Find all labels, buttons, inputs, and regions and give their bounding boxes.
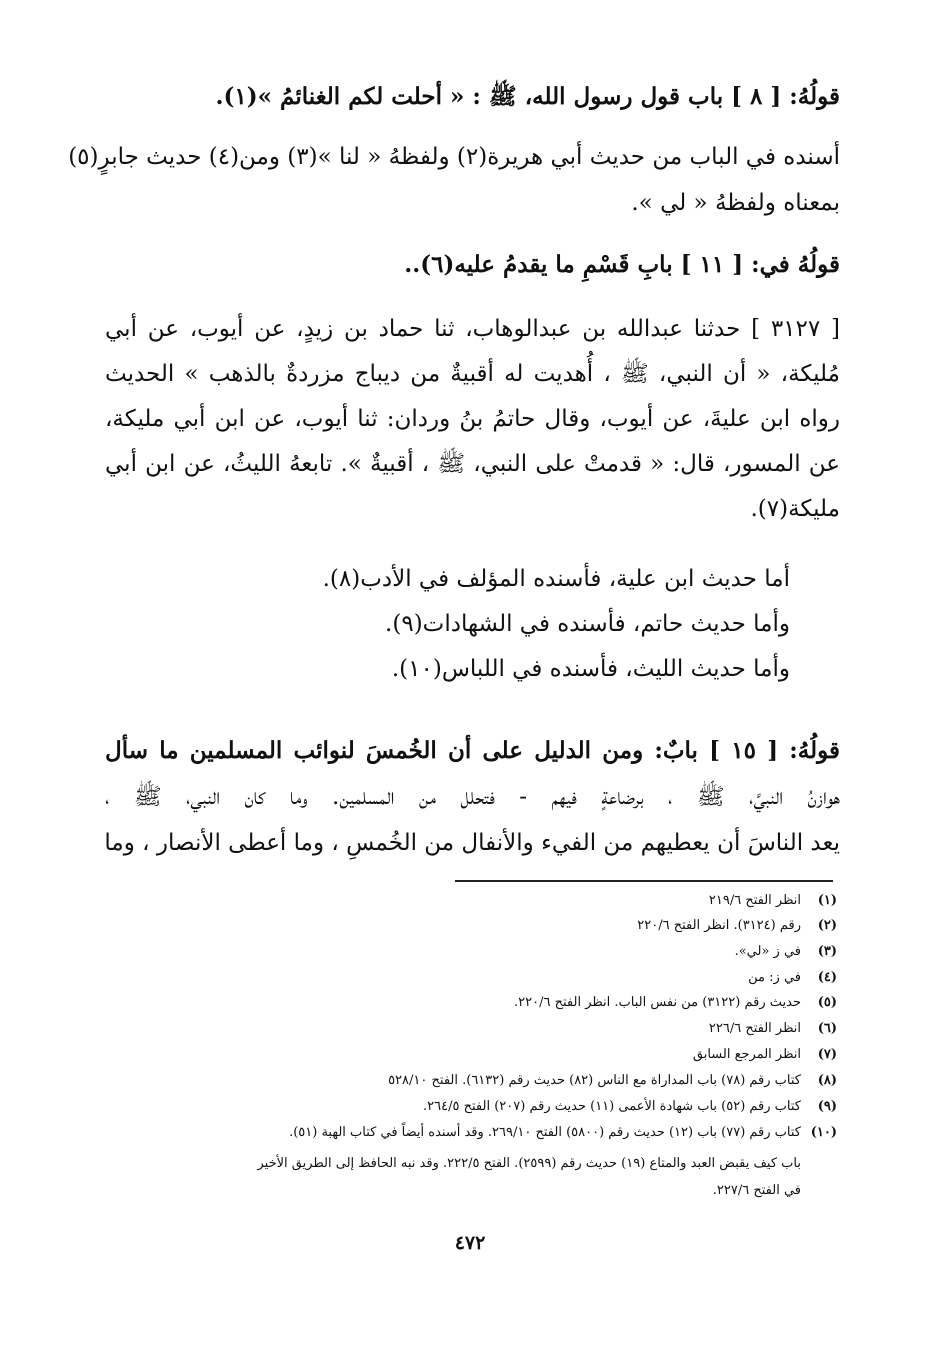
footnote-text: حديث رقم (٣١٢٢) من نفس الباب. انظر الفتح ٢٢٠/٦. [514,995,801,1010]
hadith-line: مُليكة، « أن النبي، ﷺ ، أُهديت له أقبيةٌ من ديباج مزردةٌ بالذهب » الحديث [105,361,840,387]
footnote-text: في ز «لي». [734,944,801,959]
heading-bab-15: قولُهُ: [ ١٥ ] بابٌ: ومن الدليل على أن الخُمسَ لنوائب المسلمين ما سأل [105,737,840,764]
footnote-text: انظر الفتح ٢١٩/٦ [708,893,801,908]
body-line: هوازنُ النبيَّ، ﷺ ، برضاعةٍ فيهم - فتحلل من المسلمين. وما كان النبي، ﷺ ، [105,784,840,810]
footnote-number: (١٠) [810,1125,837,1140]
footnote-4 [748,969,837,987]
footnote-2 [637,917,837,935]
commentary-line: وأما حديث حاتم، فأسنده في الشهادات(٩). [385,611,790,637]
footnote-3 [735,943,837,961]
footnote-10-continuation: باب كيف يقبض العبد والمتاع (١٩) حديث رقم (٢٥٩٩). الفتح ٢٢٢/٥. وقد نبه الحافظ إلى الطريق الأخير [257,1156,801,1171]
footnote-text: انظر الفتح ٢٢٦/٦ [708,1021,801,1036]
footnote-10 [289,1124,837,1142]
hadith-line: رواه ابن عليةَ، عن أيوب، وقال حاتمُ بنُ وردان: ثنا أيوب، عن ابن أبي مليكة، [105,406,840,432]
footnote-6 [709,1020,837,1038]
footnote-text: انظر المرجع السابق [692,1047,801,1062]
footnote-number: (٤) [817,970,837,985]
footnote-number: (٣) [817,944,837,959]
footnote-9 [423,1098,837,1116]
page-number: ٤٧٢ [454,1232,486,1254]
footnote-text: كتاب رقم (٥٢) باب شهادة الأعمى (١١) حديث رقم (٢٠٧) الفتح ٢٦٤/٥. [423,1099,801,1114]
hadith-line: عن المسور، قال: « قدمتْ على النبي، ﷺ ، أقبيةٌ ». تابعهُ الليثُ، عن ابن أبي [105,451,840,477]
footnote-number: (١) [817,893,837,908]
footnote-number: (٦) [817,1021,837,1036]
footnote-number: (٨) [817,1073,837,1088]
footnote-text: كتاب رقم (٧٨) باب المداراة مع الناس (٨٢) حديث رقم (٦١٣٢). الفتح ٥٢٨/١٠ [388,1073,801,1088]
heading-bab-11: قولُهُ في: [ ١١ ] بابِ قَسْمِ ما يقدمُ عليه(٦).. [404,251,840,278]
hadith-line: مليكة(٧). [750,496,840,522]
footnote-text: كتاب رقم (٧٧) باب (١٢) حديث رقم (٥٨٠٠) الفتح ٢٦٩/١٠. وقد أسنده أيضاً في كتاب الهبة (٥١). [289,1125,801,1140]
footnote-text: في ز: من [748,970,801,985]
footnote-1 [709,892,837,910]
footnote-7 [693,1046,837,1064]
body-line: بمعناه ولفظهُ « لي ». [631,190,840,216]
footnote-number: (٥) [817,995,837,1010]
commentary-line: أما حديث ابن علية، فأسنده المؤلف في الأدب(٨). [322,566,790,592]
body-line: يعد الناسَ أن يعطيهم من الفيء والأنفال من الخُمسِ ، وما أعطى الأنصار ، وما [104,830,840,856]
footnote-number: (٩) [817,1099,837,1114]
footnote-number: (٧) [817,1047,837,1062]
footnote-divider [455,880,833,882]
body-line: أسنده في الباب من حديث أبي هريرة(٢) ولفظهُ « لنا »(٣) ومن(٤) حديث جابرٍ(٥) [68,144,840,170]
footnote-5 [514,994,837,1012]
heading-bab-8: قولُهُ: [ ٨ ] باب قول رسول الله، ﷺ : « أحلت لكم الغنائمُ »(١). [215,83,840,110]
footnote-number: (٢) [817,918,837,933]
footnote-10-continuation: في الفتح ٢٢٧/٦. [712,1183,801,1198]
hadith-line: [ ٣١٢٧ ] حدثنا عبدالله بن عبدالوهاب، ثنا حماد بن زيدٍ، عن أيوب، عن أبي [105,316,840,342]
footnote-8 [388,1072,837,1090]
footnote-text: رقم (٣١٢٤). انظر الفتح ٢٢٠/٦ [637,918,801,933]
commentary-line: وأما حديث الليث، فأسنده في اللباس(١٠). [391,656,790,682]
